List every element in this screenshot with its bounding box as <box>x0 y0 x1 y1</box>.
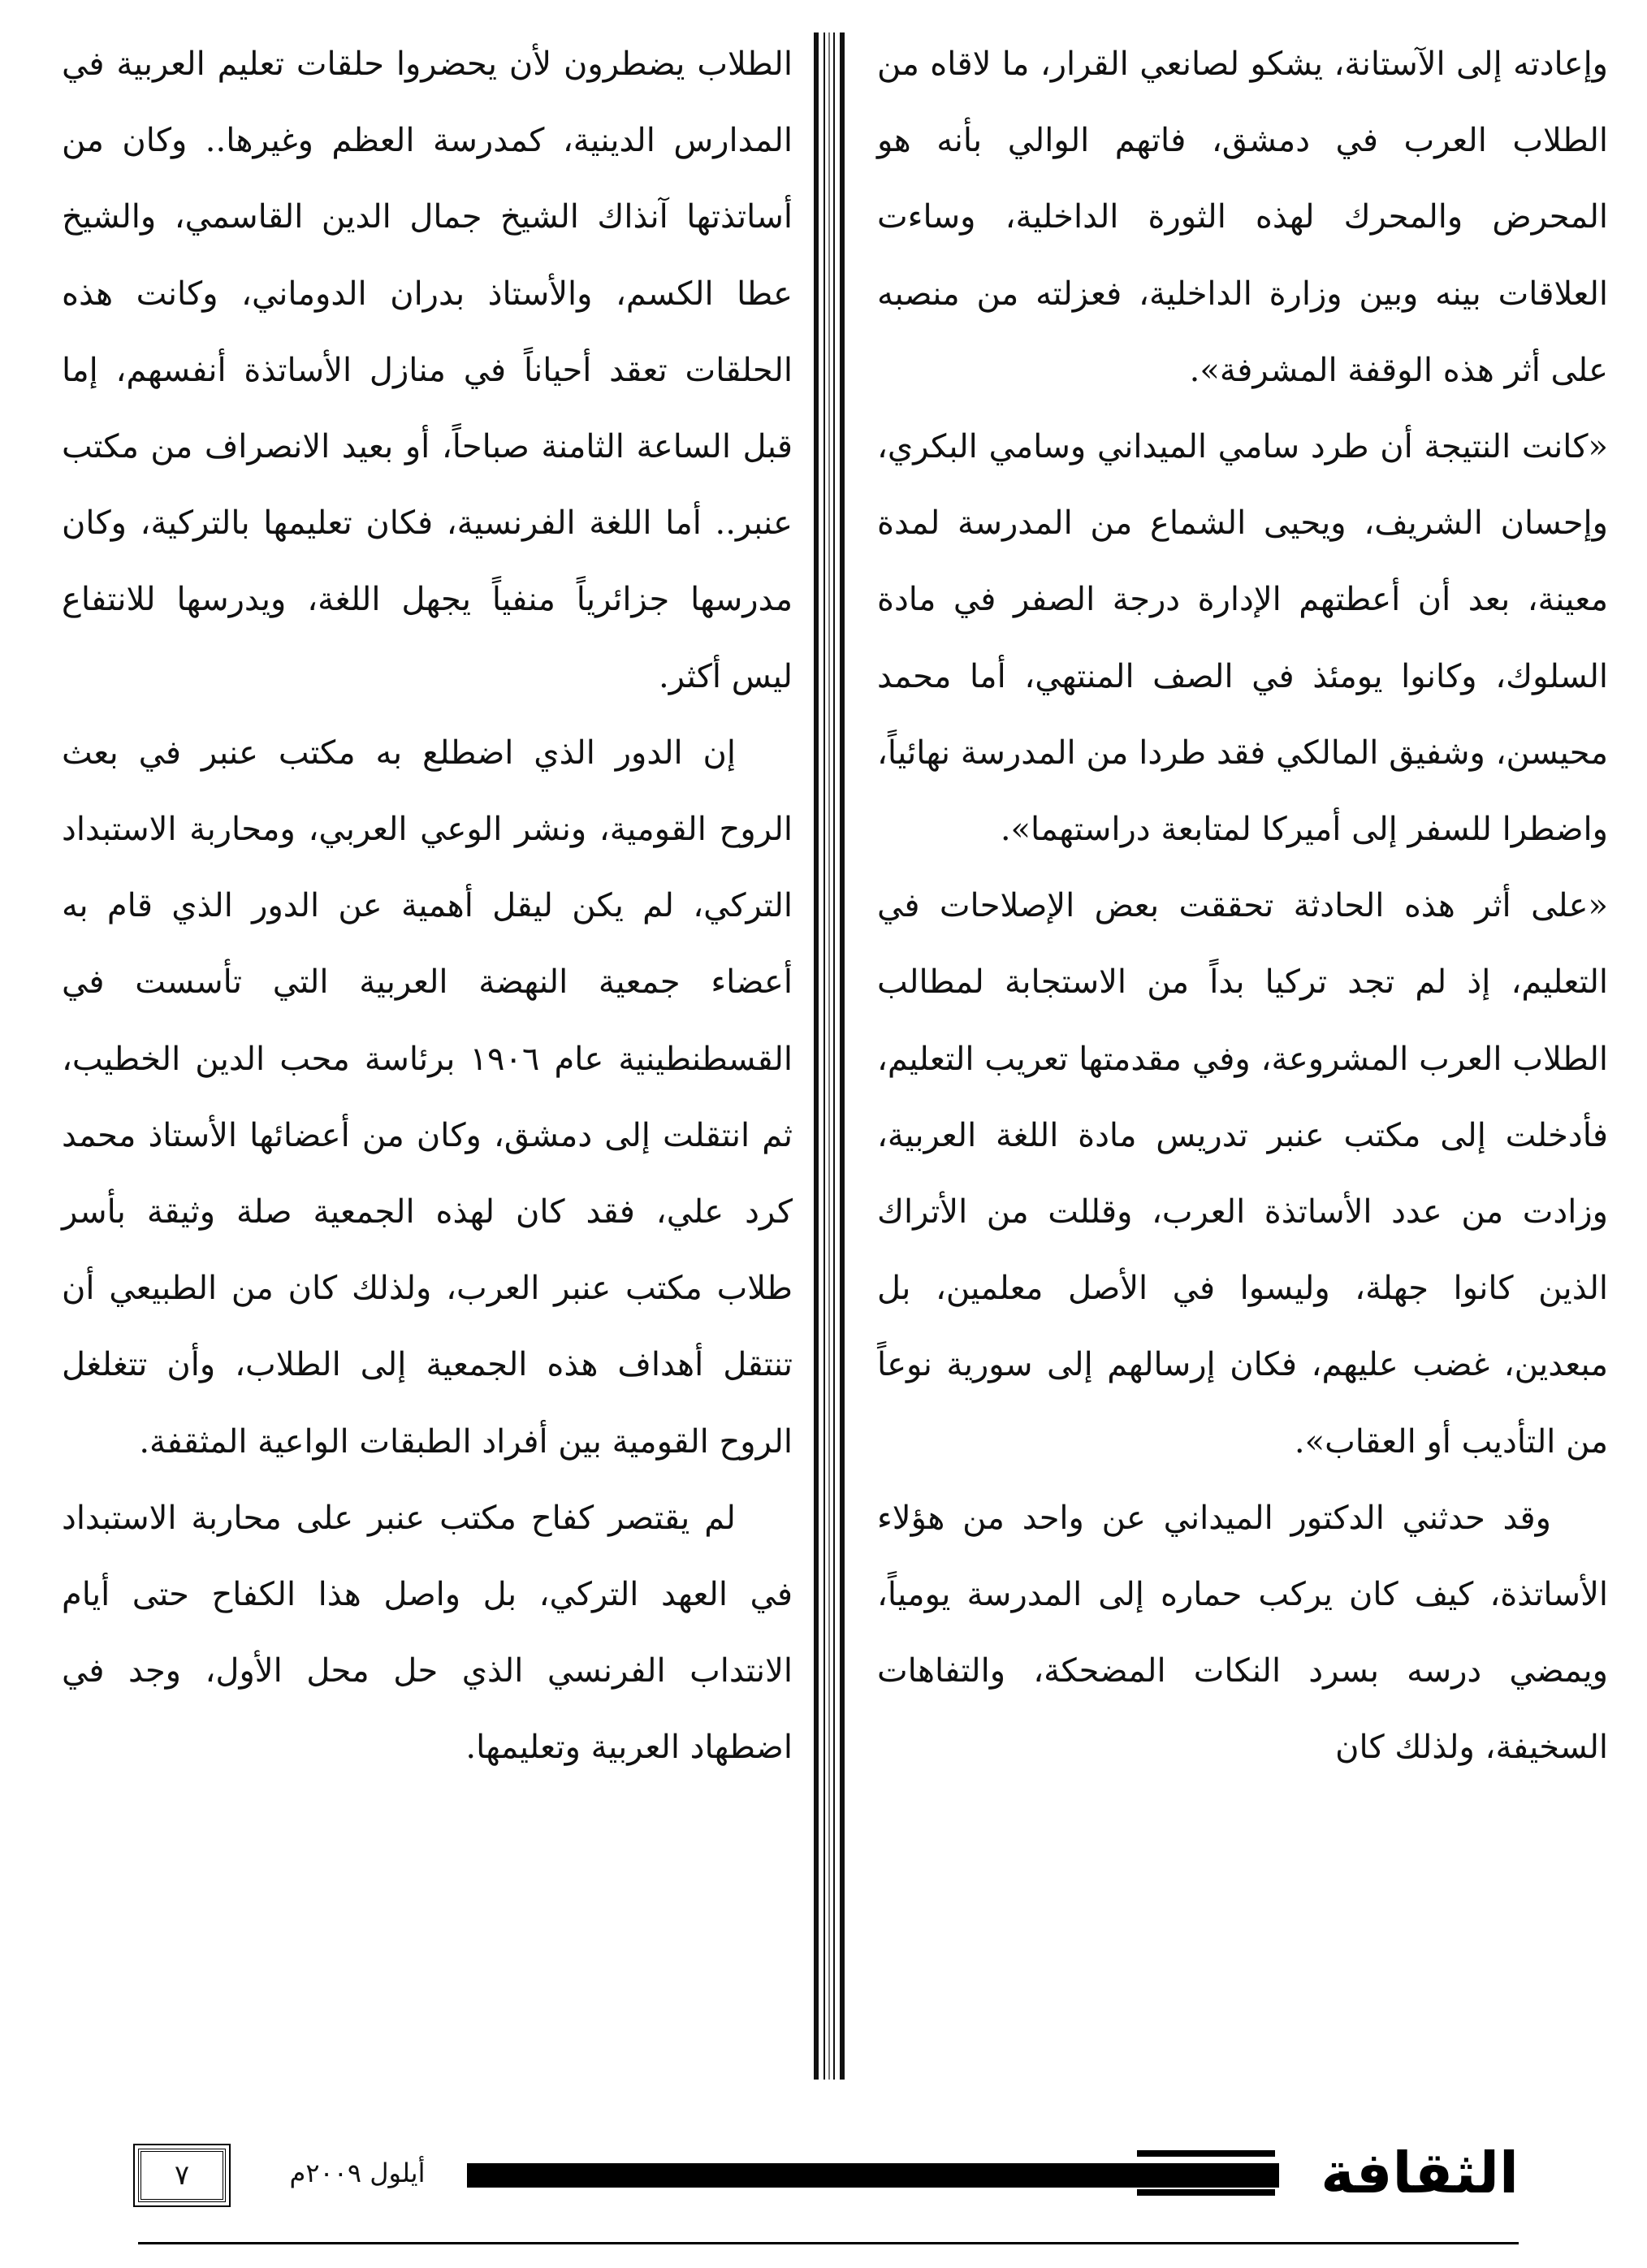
paragraph: الطلاب يضطرون لأن يحضروا حلقات تعليم العربية في المدارس الدينية، كمدرسة العظم وغيرها.. وكان من أساتذتها آنذاك الشيخ جمال الدين القاسمي، والشيخ عطا الكسم، والأستاذ بدران الدوماني، وكانت هذه الحلقات تعقد أحياناً في منازل الأساتذة أنفسهم، إما قبل الساعة الثامنة صباحاً، أو بعيد الانصراف من مكتب عنبر.. أما اللغة الفرنسية، فكان تعليمها بالتركية، وكان مدرسها جزائرياً منفياً يجهل اللغة، ويدرسها للانتفاع ليس أكثر. <box>62 45 793 695</box>
paragraph: «على أثر هذه الحادثة تحققت بعض الإصلاحات في التعليم، إذ لم تجد تركيا بداً من الاستجابة لمطالب الطلاب العرب المشروعة، وفي مقدمتها تعريب التعليم، فأدخلت إلى مكتب عنبر تدريس مادة اللغة العربية، وزادت من عدد الأساتذة العرب، وقللت من الأتراك الذين كانوا جهلة، وليسوا في الأصل معلمين، بل مبعدين، غضب عليهم، فكان إرسالهم إلى سورية نوعاً من التأديب أو العقاب». <box>877 887 1608 1461</box>
bottom-rule <box>138 2242 1519 2244</box>
page-footer <box>138 2132 1519 2214</box>
page-number: ٧ <box>138 2149 226 2202</box>
paragraph: لم يقتصر كفاح مكتب عنبر على محاربة الاستبداد في العهد التركي، بل واصل هذا الكفاح حتى أيام الانتداب الفرنسي الذي حل محل الأول، وجد في اضطهاد العربية وتعليمها. <box>62 1499 793 1767</box>
paragraph: وإعادته إلى الآستانة، يشكو لصانعي القرار، ما لاقاه من الطلاب العرب في دمشق، فاتهم الوالي بأنه هو المحرض والمحرك لهذه الثورة الداخلية، وساءت العلاقات بينه وبين وزارة الداخلية، فعزلته من منصبه على أثر هذه الوقفة المشرفة». <box>877 45 1608 389</box>
magazine-masthead: الثقافة <box>1321 2140 1519 2206</box>
paragraph: إن الدور الذي اضطلع به مكتب عنبر في بعث الروح القومية، ونشر الوعي العربي، ومحاربة الاستبداد التركي، لم يكن ليقل أهمية عن الدور الذي قام به أعضاء جمعية النهضة العربية التي تأسست في القسطنطينية عام ١٩٠٦ برئاسة محب الدين الخطيب، ثم انتقلت إلى دمشق، وكان من أعضائها الأستاذ محمد كرد علي، فقد كان لهذه الجمعية صلة وثيقة بأسر طلاب مكتب عنبر العرب، ولذلك كان من الطبيعي أن تنتقل أهداف هذه الجمعية إلى الطلاب، وأن تتغلغل الروح القومية بين أفراد الطبقات الواعية المثقفة. <box>62 734 793 1461</box>
paragraph: «كانت النتيجة أن طرد سامي الميداني وسامي البكري، وإحسان الشريف، ويحيى الشماع من المدرسة لمدة معينة، بعد أن أعطتهم الإدارة درجة الصفر في مادة السلوك، وكانوا يومئذ في الصف المنتهي، أما محمد محيسن، وشفيق المالكي فقد طردا من المدرسة نهائياً، واضطرا للسفر إلى أميركا لمتابعة دراستهما». <box>877 428 1608 849</box>
paragraph: وقد حدثني الدكتور الميداني عن واحد من هؤلاء الأساتذة، كيف كان يركب حماره إلى المدرسة يومياً، ويمضي درسه بسرد النكات المضحكة، والتفاهات السخيفة، ولذلك كان <box>877 1499 1608 1767</box>
footer-rule <box>467 2163 1279 2188</box>
left-text-column <box>62 26 793 2073</box>
issue-date: أيلول ٢٠٠٩م <box>289 2158 426 2188</box>
right-text-column <box>877 26 1608 2073</box>
column-divider <box>812 32 848 2080</box>
